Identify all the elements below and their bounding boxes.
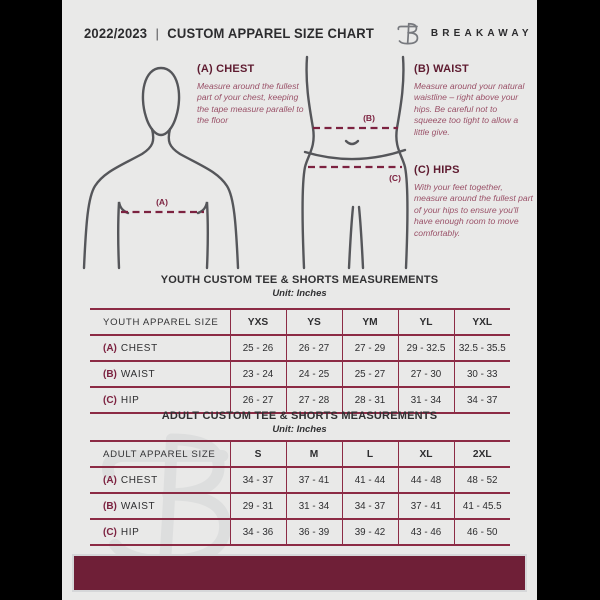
row-marker: (C) [103, 526, 117, 538]
adult-size-column-header: ADULT APPAREL SIZE [90, 441, 230, 467]
cell: 46 - 50 [454, 519, 510, 545]
cell: 25 - 26 [230, 335, 286, 361]
adult-chest-row [90, 467, 510, 493]
cell: 29 - 32.5 [398, 335, 454, 361]
youth-header-row [90, 309, 510, 335]
cell: 26 - 27 [286, 335, 342, 361]
youth-size-column-header: YOUTH APPAREL SIZE [90, 309, 230, 335]
cell: 41 - 44 [342, 467, 398, 493]
adult-size-2xl: 2XL [454, 441, 510, 467]
row-marker: (B) [103, 500, 117, 512]
lower-body-figure [303, 57, 408, 268]
cell: 34 - 37 [454, 387, 510, 413]
adult-header-row [90, 441, 510, 467]
cell: 27 - 29 [342, 335, 398, 361]
cell: 23 - 24 [230, 361, 286, 387]
chest-guide [197, 63, 309, 127]
page-title [84, 25, 374, 41]
cell: 29 - 31 [230, 493, 286, 519]
footer-bar [72, 554, 527, 592]
youth-size-yxl: YXL [454, 309, 510, 335]
adult-table-title: ADULT CUSTOM TEE & SHORTS MEASUREMENTS [161, 410, 438, 422]
waist-guide-heading: (B) WAIST [414, 63, 469, 75]
waist-guide-description: Measure around your natural waistline – right above your hips. Be careful not to squeeze too tight to allow a little give. [414, 81, 525, 137]
cell: 37 - 41 [398, 493, 454, 519]
adult-size-l: L [342, 441, 398, 467]
brand-name: BREAKAWAY [430, 27, 533, 39]
adult-size-table [90, 440, 510, 546]
breakaway-b-logo-icon [396, 19, 423, 48]
row-header [90, 493, 230, 519]
cell: 25 - 27 [342, 361, 398, 387]
cell: 34 - 37 [230, 467, 286, 493]
adult-size-s: S [230, 441, 286, 467]
waist-line-label: (B) [363, 113, 375, 123]
cell: 24 - 25 [286, 361, 342, 387]
cell: 43 - 46 [398, 519, 454, 545]
waist-guide [414, 63, 530, 138]
row-marker: (C) [103, 394, 117, 406]
row-header [90, 335, 230, 361]
header-bar [62, 16, 537, 50]
row-label: CHEST [120, 342, 158, 354]
youth-table-unit: Unit: Inches [272, 288, 327, 299]
youth-size-ym: YM [342, 309, 398, 335]
adult-hip-row [90, 519, 510, 545]
youth-size-yxs: YXS [230, 309, 286, 335]
cell: 34 - 36 [230, 519, 286, 545]
row-label: WAIST [120, 500, 156, 512]
cell: 32.5 - 35.5 [454, 335, 510, 361]
adult-waist-row [90, 493, 510, 519]
size-chart-page [62, 0, 537, 600]
row-marker: (A) [103, 342, 117, 354]
row-header [90, 467, 230, 493]
cell: 31 - 34 [286, 493, 342, 519]
cell: 27 - 28 [286, 387, 342, 413]
cell: 28 - 31 [342, 387, 398, 413]
season-label: 2022/2023 [84, 25, 148, 41]
row-label: CHEST [120, 474, 158, 486]
hips-guide-description: With your feet together, measure around the fullest part of your hips to ensure you'll have enough room to move comfortably. [414, 182, 533, 238]
brand-lockup [396, 19, 533, 48]
cell: 30 - 33 [454, 361, 510, 387]
adult-table-unit: Unit: Inches [272, 424, 327, 435]
cell: 37 - 41 [286, 467, 342, 493]
row-header [90, 519, 230, 545]
cell: 48 - 52 [454, 467, 510, 493]
chest-guide-description: Measure around the fullest part of your chest, keeping the tape measure parallel to the floor [197, 81, 304, 126]
title-separator: | [155, 25, 159, 41]
youth-size-table [90, 308, 510, 414]
adult-size-m: M [286, 441, 342, 467]
hips-guide-heading: (C) HIPS [414, 164, 460, 176]
chart-title: CUSTOM APPAREL SIZE CHART [167, 25, 375, 41]
row-label: HIP [120, 526, 140, 538]
cell: 31 - 34 [398, 387, 454, 413]
youth-size-yl: YL [398, 309, 454, 335]
cell: 27 - 30 [398, 361, 454, 387]
row-label: WAIST [120, 368, 156, 380]
adult-size-xl: XL [398, 441, 454, 467]
row-header [90, 361, 230, 387]
youth-chest-row [90, 335, 510, 361]
hips-guide [414, 164, 534, 239]
cell: 39 - 42 [342, 519, 398, 545]
youth-waist-row [90, 361, 510, 387]
cell: 36 - 39 [286, 519, 342, 545]
cell: 26 - 27 [230, 387, 286, 413]
youth-size-ys: YS [286, 309, 342, 335]
row-marker: (B) [103, 368, 117, 380]
cell: 44 - 48 [398, 467, 454, 493]
cell: 41 - 45.5 [454, 493, 510, 519]
chest-guide-heading: (A) CHEST [197, 63, 255, 75]
row-marker: (A) [103, 474, 117, 486]
cell: 34 - 37 [342, 493, 398, 519]
youth-table-title: YOUTH CUSTOM TEE & SHORTS MEASUREMENTS [160, 274, 439, 286]
chest-line-label: (A) [156, 197, 168, 207]
row-label: HIP [120, 394, 140, 406]
hips-line-label: (C) [389, 173, 401, 183]
